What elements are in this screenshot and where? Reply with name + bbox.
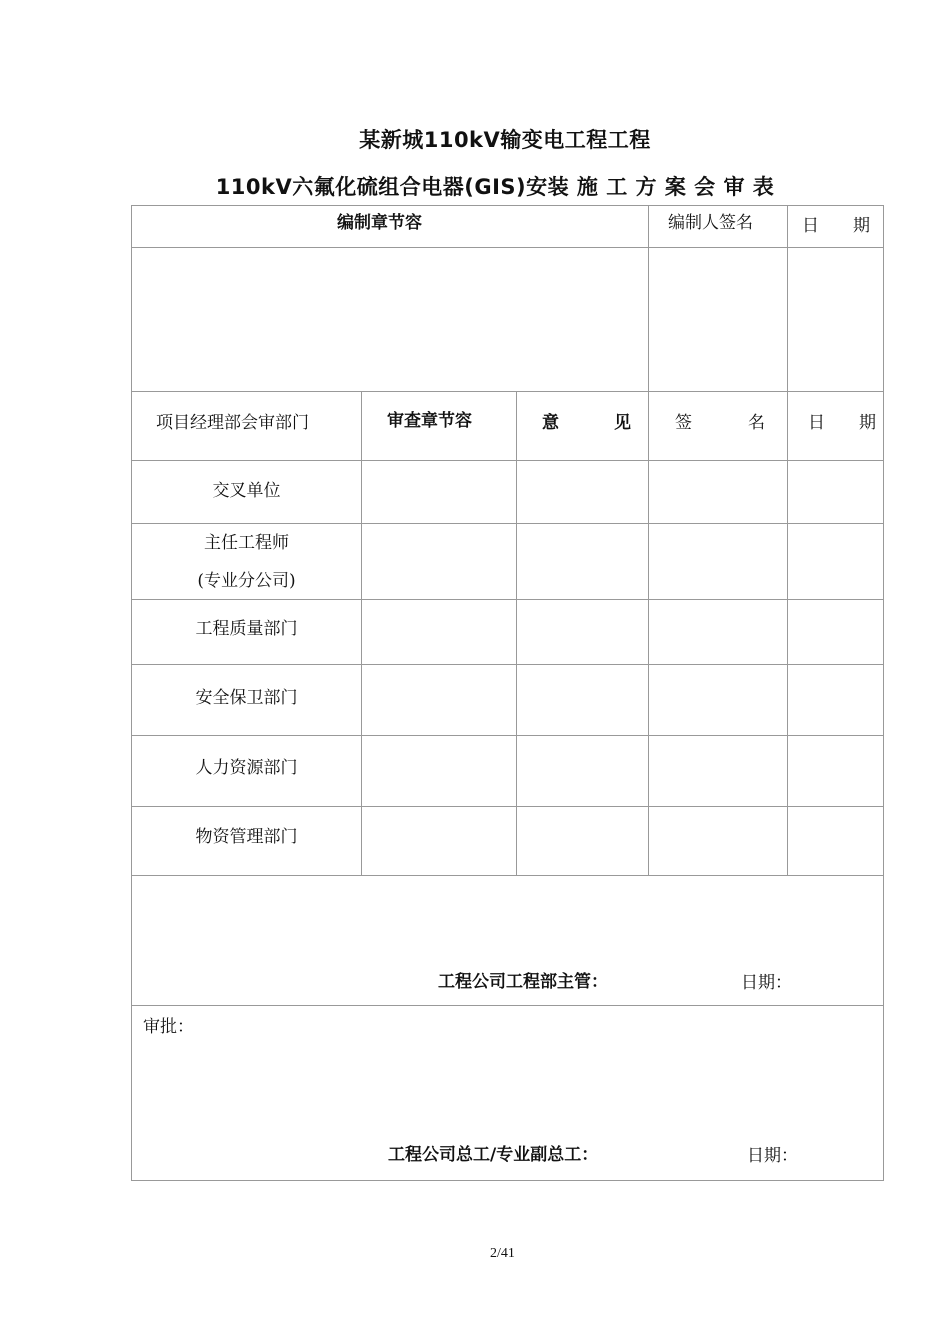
review-cell[interactable] bbox=[516, 735, 649, 807]
review-cell[interactable] bbox=[516, 664, 649, 736]
header-date: 日 期 bbox=[802, 216, 870, 236]
review-cell[interactable] bbox=[516, 523, 649, 600]
review-cell[interactable] bbox=[516, 806, 649, 876]
review-cell[interactable] bbox=[361, 460, 517, 524]
dept-label: 人力资源部门 bbox=[195, 758, 298, 778]
supervisor-date: 日期： bbox=[741, 973, 792, 993]
review-cell[interactable] bbox=[787, 523, 884, 600]
header-opinion-b: 见 bbox=[614, 413, 631, 433]
review-cell[interactable] bbox=[648, 664, 788, 736]
approval-label: 审批： bbox=[143, 1017, 194, 1037]
header-sign-a: 签 bbox=[675, 413, 692, 433]
document-subtitle: 110kV六氟化硫组合电器(GIS)安装 施 工 方 案 会 审 表 bbox=[215, 175, 775, 199]
header-content: 编制章节容 bbox=[337, 213, 422, 233]
review-cell[interactable] bbox=[361, 806, 517, 876]
review-cell[interactable] bbox=[787, 806, 884, 876]
review-cell[interactable] bbox=[516, 599, 649, 665]
review-cell[interactable] bbox=[648, 599, 788, 665]
header-sign-b: 名 bbox=[748, 413, 765, 433]
dept-label: 安全保卫部门 bbox=[195, 688, 298, 708]
header-date2: 日 期 bbox=[808, 413, 876, 433]
supervisor-label: 工程公司工程部主管： bbox=[438, 972, 608, 992]
document-title: 某新城110kV输变电工程工程 bbox=[359, 128, 651, 152]
review-cell[interactable] bbox=[648, 460, 788, 524]
dept-label: 主任工程师 bbox=[204, 533, 289, 553]
date-cell[interactable] bbox=[787, 247, 884, 392]
dept-label: 交叉单位 bbox=[212, 481, 281, 501]
dept-label: 物资管理部门 bbox=[195, 827, 298, 847]
review-cell[interactable] bbox=[648, 806, 788, 876]
review-cell[interactable] bbox=[516, 460, 649, 524]
header-section: 审查章节容 bbox=[387, 411, 472, 431]
review-cell[interactable] bbox=[787, 460, 884, 524]
review-cell[interactable] bbox=[648, 735, 788, 807]
review-cell[interactable] bbox=[787, 735, 884, 807]
dept-label: (专业分公司) bbox=[197, 571, 296, 591]
page-number: 2/41 bbox=[490, 1246, 515, 1261]
header-opinion-a: 意 bbox=[542, 413, 559, 433]
approval-signer: 工程公司总工/专业副总工： bbox=[388, 1145, 599, 1165]
review-cell[interactable] bbox=[361, 735, 517, 807]
review-cell[interactable] bbox=[787, 599, 884, 665]
header-dept: 项目经理部会审部门 bbox=[156, 413, 309, 433]
signer-cell[interactable] bbox=[648, 247, 788, 392]
review-cell[interactable] bbox=[361, 664, 517, 736]
review-cell[interactable] bbox=[648, 523, 788, 600]
dept-label: 工程质量部门 bbox=[195, 619, 298, 639]
review-cell[interactable] bbox=[787, 664, 884, 736]
content-cell[interactable] bbox=[131, 247, 649, 392]
review-cell[interactable] bbox=[361, 599, 517, 665]
header-signer: 编制人签名 bbox=[668, 213, 753, 233]
review-cell[interactable] bbox=[361, 523, 517, 600]
approval-date: 日期： bbox=[747, 1146, 798, 1166]
